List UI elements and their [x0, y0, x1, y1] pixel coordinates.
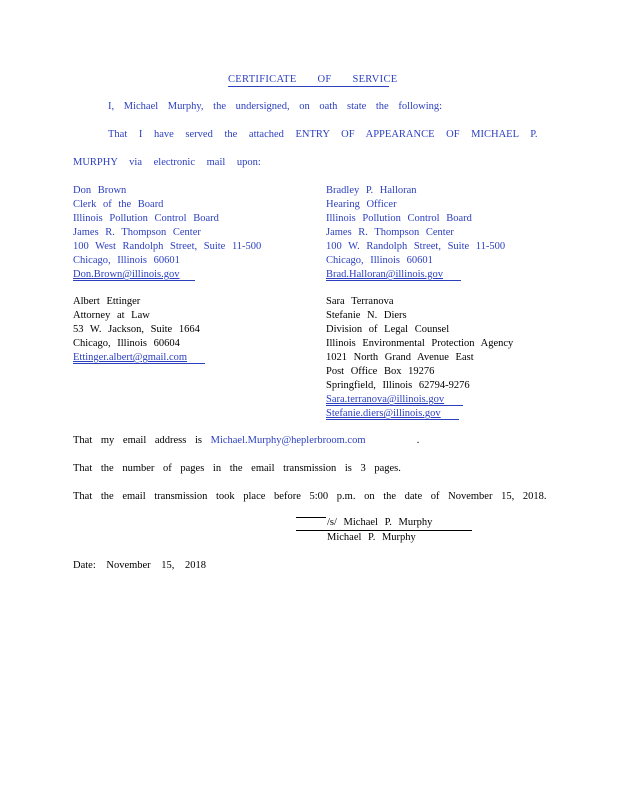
signature-line	[296, 530, 472, 531]
recipient-name: Albert Ettinger	[73, 296, 141, 307]
time-statement: That the email transmission took place before 5:00 p.m. on the date of November 15, 2018.	[73, 491, 547, 502]
recipient-albert-ettinger	[73, 295, 200, 365]
recipient-email-link[interactable]: Brad.Halloran@illinois.gov	[326, 269, 443, 280]
recipient-city: Chicago, Illinois 60601	[326, 255, 433, 266]
recipient-city: Chicago, Illinois 60604	[73, 338, 180, 349]
printed-name: Michael P. Murphy	[327, 532, 416, 543]
date-line: Date: November 15, 2018	[73, 560, 207, 571]
email-statement-prefix: That my email address is	[73, 435, 202, 446]
signature-line-lead	[296, 517, 326, 518]
electronic-signature: /s/ Michael P. Murphy	[327, 517, 433, 528]
email-statement	[73, 435, 419, 446]
recipient-building: James R. Thompson Center	[326, 227, 454, 238]
recipient-title: Clerk of the Board	[73, 199, 164, 210]
recipient-building: James R. Thompson Center	[73, 227, 201, 238]
recipient-org: Illinois Pollution Control Board	[326, 213, 472, 224]
served-statement-line2: MURPHY via electronic mail upon:	[73, 157, 261, 168]
pages-statement: That the number of pages in the email transmission is 3 pages.	[73, 463, 401, 474]
email-underline	[73, 280, 195, 281]
recipient-bradley-halloran	[326, 184, 505, 282]
recipient-name: Sara Terranova	[326, 296, 394, 307]
recipient-name: Don Brown	[73, 185, 127, 196]
recipient-email-link[interactable]: Ettinger.albert@gmail.com	[73, 352, 188, 363]
recipient-name: Stefanie N. Diers	[326, 310, 407, 321]
email-statement-suffix: .	[416, 435, 420, 446]
title-underline	[228, 86, 389, 87]
recipient-street: 1021 North Grand Avenue East	[326, 352, 474, 363]
recipient-org: Illinois Pollution Control Board	[73, 213, 219, 224]
recipient-title: Attorney at Law	[73, 310, 150, 321]
recipient-agency: Illinois Environmental Protection Agency	[326, 338, 514, 349]
recipient-email-link[interactable]: Don.Brown@illinois.gov	[73, 269, 180, 280]
email-underline	[326, 280, 461, 281]
recipient-street: 100 West Randolph Street, Suite 11-500	[73, 241, 262, 252]
recipient-city: Chicago, Illinois 60601	[73, 255, 180, 266]
recipient-street: 53 W. Jackson, Suite 1664	[73, 324, 200, 335]
recipient-title: Hearing Officer	[326, 199, 397, 210]
recipient-name: Bradley P. Halloran	[326, 185, 417, 196]
recipient-email-link[interactable]: Stefanie.diers@illinois.gov	[326, 408, 441, 419]
served-statement-line1: That I have served the attached ENTRY OF APPEARANCE OF MICHAEL P.	[108, 129, 538, 140]
recipient-po-box: Post Office Box 19276	[326, 366, 435, 377]
intro-statement: I, Michael Murphy, the undersigned, on oath state the following:	[108, 101, 443, 112]
email-address-link[interactable]: Michael.Murphy@heplerbroom.com	[210, 435, 366, 446]
recipient-city: Springfield, Illinois 62794-9276	[326, 380, 470, 391]
recipient-street: 100 W. Randolph Street, Suite 11-500	[326, 241, 506, 252]
certificate-title: CERTIFICATE OF SERVICE	[228, 74, 398, 85]
recipient-email-link[interactable]: Sara.terranova@illinois.gov	[326, 394, 445, 405]
recipient-don-brown	[73, 184, 261, 282]
recipient-division: Division of Legal Counsel	[326, 324, 450, 335]
email-underline	[73, 363, 205, 364]
email-underline	[326, 419, 459, 420]
email-underline	[326, 405, 463, 406]
recipient-terranova-diers	[326, 295, 513, 421]
